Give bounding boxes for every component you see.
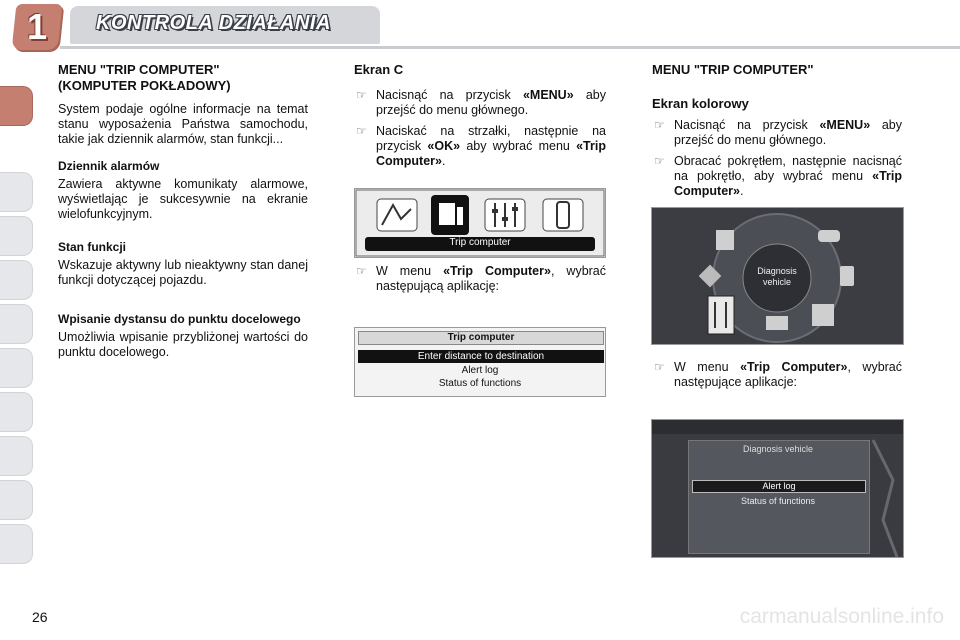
- title-line-2: (KOMPUTER POKŁADOWY): [58, 78, 231, 93]
- sound-icon: [766, 316, 788, 330]
- page-number: 26: [32, 609, 48, 625]
- step-text: Nacisnąć na przycisk: [674, 118, 820, 132]
- step-text: Obracać pokrętłem, następnie nacisnąć na pokrętło, aby wybrać menu: [674, 154, 902, 183]
- section-title: [58, 62, 308, 94]
- step-text: Naciskać na strzałki, następnie na przycisk: [376, 124, 606, 153]
- step-3: [652, 360, 902, 390]
- map-fragment: [863, 420, 903, 557]
- screen-c-menu: [354, 188, 606, 258]
- side-tab[interactable]: [0, 260, 33, 300]
- list-title: Trip computer: [358, 331, 604, 345]
- column-3-lower: [652, 360, 902, 396]
- step-text: , wybrać następujące aplikacje:: [674, 360, 903, 389]
- step-1: [652, 118, 902, 148]
- color-screen-diagnosis: [651, 419, 904, 558]
- list-item-selected[interactable]: Enter distance to destination: [358, 350, 604, 363]
- alert-log-heading: Dziennik alarmów: [58, 159, 160, 173]
- pointing-hand-icon: ☞: [356, 124, 367, 138]
- pointing-hand-icon: ☞: [654, 118, 665, 132]
- step-text: W menu: [376, 264, 444, 278]
- dial-label-line: Diagnosis: [757, 266, 797, 276]
- step-text: W menu: [674, 360, 741, 374]
- chapter-number: 1: [26, 6, 48, 47]
- destination-text: Umożliwia wpisanie przybliżonej wartości do punktu docelowego.: [58, 330, 308, 359]
- car-icon: [818, 230, 840, 242]
- side-tab[interactable]: [0, 304, 33, 344]
- status-text: Wskazuje aktywny lub nieaktywny stan danej funkcji dotyczącej pojazdu.: [58, 258, 308, 287]
- side-tab[interactable]: [0, 172, 33, 212]
- side-tab[interactable]: [0, 524, 33, 564]
- menu-key: «MENU»: [522, 88, 574, 102]
- list-item-selected[interactable]: Alert log: [692, 480, 866, 493]
- color-screen-dial: [651, 207, 904, 345]
- pointing-hand-icon: ☞: [356, 264, 367, 278]
- step-text: , wybrać następującą aplikację:: [376, 264, 607, 293]
- menu-name: «Trip Computer»: [740, 360, 848, 374]
- ok-key: «OK»: [427, 139, 461, 153]
- step-2: [652, 154, 902, 199]
- pointing-hand-icon: ☞: [654, 360, 665, 374]
- list-item[interactable]: Status of functions: [438, 378, 522, 389]
- side-tab[interactable]: [0, 216, 33, 256]
- step-text: aby przejść do menu głównego.: [376, 88, 606, 117]
- side-tab[interactable]: [0, 480, 33, 520]
- step-3: [354, 264, 606, 294]
- menu-name: «Trip Computer»: [674, 169, 902, 198]
- phone-icon: [840, 266, 854, 286]
- book-icon: [716, 230, 734, 250]
- title-line-1: MENU "TRIP COMPUTER": [58, 62, 220, 77]
- diagnosis-title: Diagnosis vehicle: [742, 444, 814, 454]
- dial-label-line: vehicle: [762, 277, 791, 287]
- step-text: aby przejść do menu głównego.: [674, 118, 902, 147]
- pointing-hand-icon: ☞: [654, 154, 665, 168]
- alert-log-text: Zawiera aktywne komunikaty alarmowe, wyświetlając je sukcesywnie na ekranie wielofunkcyjnym.: [58, 177, 308, 221]
- step-text: Nacisnąć na przycisk: [376, 88, 523, 102]
- trip-computer-icon: [708, 296, 734, 334]
- navigation-icon: [377, 199, 417, 231]
- list-item[interactable]: Status of functions: [740, 496, 816, 506]
- side-tab[interactable]: [0, 436, 33, 476]
- step-1: [354, 88, 606, 118]
- trip-computer-icon: [431, 195, 469, 235]
- screen-c-list: [354, 327, 606, 397]
- side-tab[interactable]: [0, 348, 33, 388]
- column-3: [652, 62, 902, 205]
- column-2-lower: [354, 264, 606, 300]
- color-screen-subtitle: Ekran kolorowy: [652, 96, 749, 111]
- menu-key: «MENU»: [819, 118, 871, 132]
- column-1: [58, 62, 308, 360]
- column-2: [354, 62, 606, 175]
- screen-c-title: Ekran C: [354, 62, 404, 77]
- telephone-icon: [543, 199, 583, 231]
- page-title: KONTROLA DZIAŁANIA: [96, 12, 331, 34]
- list-item[interactable]: Alert log: [461, 365, 499, 376]
- settings-icon: [812, 304, 834, 326]
- section-title: MENU "TRIP COMPUTER": [652, 62, 814, 77]
- step-2: [354, 124, 606, 169]
- dial-center-label: [743, 266, 811, 288]
- menu-name: «Trip Computer»: [443, 264, 551, 278]
- intro-text: System podaje ogólne informacje na temat stanu wyposażenia Państwa samochodu, takie jak dziennik alarmów, stan funkcji...: [58, 102, 308, 146]
- pointing-hand-icon: ☞: [356, 88, 367, 102]
- step-text: .: [441, 154, 446, 168]
- header-rule: [60, 46, 960, 49]
- destination-heading: Wpisanie dystansu do punktu docelowego: [58, 312, 301, 326]
- side-tab[interactable]: [0, 392, 33, 432]
- status-heading: Stan funkcji: [58, 240, 127, 254]
- side-tab-strip: [0, 62, 34, 582]
- step-text: aby wybrać menu: [460, 139, 577, 153]
- settings-icon: [485, 199, 525, 231]
- screen-c-label: Trip computer: [449, 237, 511, 248]
- menu-name: «Trip Computer»: [376, 139, 606, 168]
- watermark: carmanualsonline.info: [739, 605, 944, 628]
- side-tab-active[interactable]: [0, 86, 33, 126]
- step-text: .: [739, 184, 744, 198]
